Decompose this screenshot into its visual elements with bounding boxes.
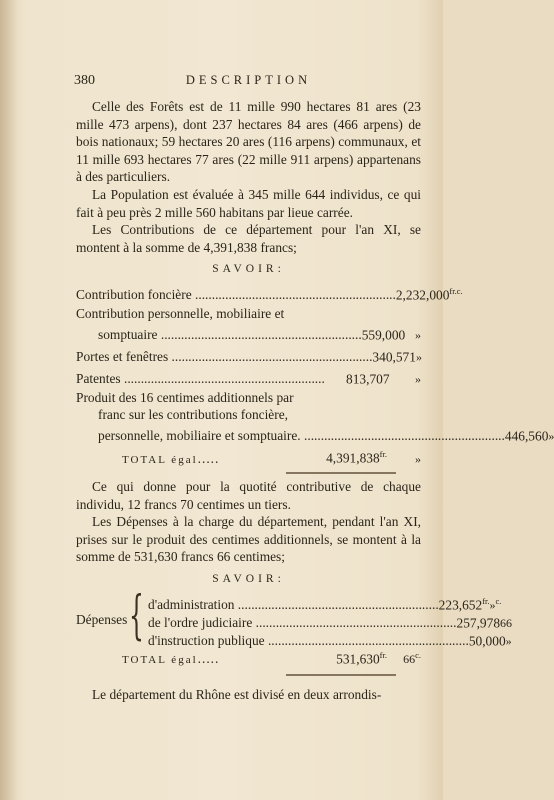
contribution-label: franc sur les contributions foncière, <box>98 407 289 423</box>
depense-row <box>148 611 513 631</box>
total-cents-2: 66 <box>403 652 416 667</box>
savoir-heading-2: SAVOIR: <box>212 573 285 586</box>
depense-amount: 257,978 <box>456 615 501 631</box>
contribution-label: personnelle, mobiliaire et somptuaire. ............................................................ <box>98 428 505 444</box>
population-paragraph: La Population est évaluée à 345 mille 644 individus, ce qui fait à peu près 2 mille 560 habitans par lieue carrée. <box>76 186 421 220</box>
contribution-label: Portes et fenêtres ............................................................ <box>76 349 373 365</box>
contribution-cents: » <box>415 372 421 387</box>
contribution-row <box>76 389 421 407</box>
depense-amount: 223,652 <box>438 597 483 613</box>
depense-row <box>148 629 512 649</box>
contribution-row <box>76 406 421 424</box>
contribution-label: somptuaire ............................................................ <box>98 327 362 343</box>
contribution-amount: 340,571 <box>372 349 416 365</box>
contribution-row <box>76 345 421 367</box>
contribution-amount: 813,707 <box>346 371 390 387</box>
depense-cents: » <box>489 598 496 613</box>
running-title: DESCRIPTION <box>185 73 312 87</box>
total-label: TOTAL égal <box>122 453 198 466</box>
total-currency-2: fr. <box>379 649 387 660</box>
contribution-row <box>76 367 421 389</box>
savoir-heading-1: SAVOIR: <box>212 263 285 276</box>
contribution-row <box>76 305 421 323</box>
contribution-cents: » <box>415 350 422 365</box>
gutter-shadow <box>0 0 18 800</box>
brace-icon: { <box>129 585 144 646</box>
quotite-paragraph: Ce qui donne pour la quotité contributive de chaque individu, 12 francs 70 centimes un tiers. <box>76 479 421 512</box>
contributions-total-row: TOTAL égal..... $4,391,838^{fr.}$ » <box>76 446 421 469</box>
contribution-currency: fr. <box>449 285 457 296</box>
total-rule-1 <box>286 472 396 474</box>
total-amount-2: 531,630 <box>336 651 380 667</box>
depense-amount: 50,000 <box>468 633 506 649</box>
last-paragraph: Le département du Rhône est divisé en deux arrondis- <box>92 686 382 702</box>
contribution-amount: 559,000 <box>361 327 406 343</box>
depense-label: d'instruction publique ............................................................ <box>148 633 469 649</box>
total-cents: » <box>415 451 421 466</box>
depenses-total-row: TOTAL égal..... $531,630^{fr.}$ $66^{c.}$ <box>122 649 421 667</box>
contribution-cents: » <box>415 328 421 343</box>
depenses-group <box>76 585 513 649</box>
page-text <box>74 72 554 703</box>
total-rule-2 <box>286 674 396 676</box>
contribution-row <box>76 424 554 446</box>
contribution-amount: 2,232,000 <box>395 287 450 303</box>
contribution-label: Contribution personnelle, mobiliaire et <box>76 306 285 321</box>
contribution-label: Contribution foncière ............................................................ <box>76 287 396 303</box>
contribution-amount: 446,560 <box>504 428 549 444</box>
contribution-cents: » <box>548 429 554 444</box>
contribution-label: Patentes ............................................................ <box>76 371 325 387</box>
total-cents-sup-2: c. <box>415 650 421 661</box>
depense-cents: » <box>505 634 512 649</box>
contribution-cents-sup: c. <box>456 286 463 297</box>
contributions-paragraph: Les Contributions de ce département pour l'an XI, se montent à la somme de 4,391,838 francs; <box>76 222 421 255</box>
depense-row <box>148 593 502 613</box>
running-header <box>76 72 421 94</box>
contribution-row <box>76 283 463 305</box>
depenses-paragraph: Les Dépenses à la charge du département, pendant l'an XI, prises sur le produit des centimes additionnels, se montent à la somme de 531,630 francs 66 centimes; <box>76 514 421 565</box>
contribution-label: Produit des 16 centimes additionnels par <box>76 389 294 405</box>
total-currency: fr. <box>379 449 387 460</box>
forests-paragraph: Celle des Forêts est de 11 mille 990 hectares 81 ares (23 mille 473 arpens), dont 237 hectares 84 ares (466 arpens) de bois nationaux; 59 hectares 20 ares (116 arpens) communaux, et 11 mille 693 hectares 77 ares (22 mille 911 arpens) appartenans à des particuliers. <box>76 99 421 185</box>
page-number: 380 <box>74 73 95 88</box>
total-amount: 4,391,838 <box>326 450 380 466</box>
contributions-table <box>76 283 554 446</box>
depense-currency: fr. <box>482 595 490 606</box>
contribution-row <box>76 323 421 345</box>
depense-cents: 66 <box>500 616 513 631</box>
depenses-table <box>148 593 513 649</box>
depense-label: d'administration ............................................................ <box>148 597 439 613</box>
depense-cents-sup: c. <box>495 596 502 607</box>
depenses-group-label: Dépenses <box>76 611 128 627</box>
depense-label: de l'ordre judiciaire ............................................................ <box>148 615 457 631</box>
total-label-2: TOTAL égal <box>122 654 198 667</box>
